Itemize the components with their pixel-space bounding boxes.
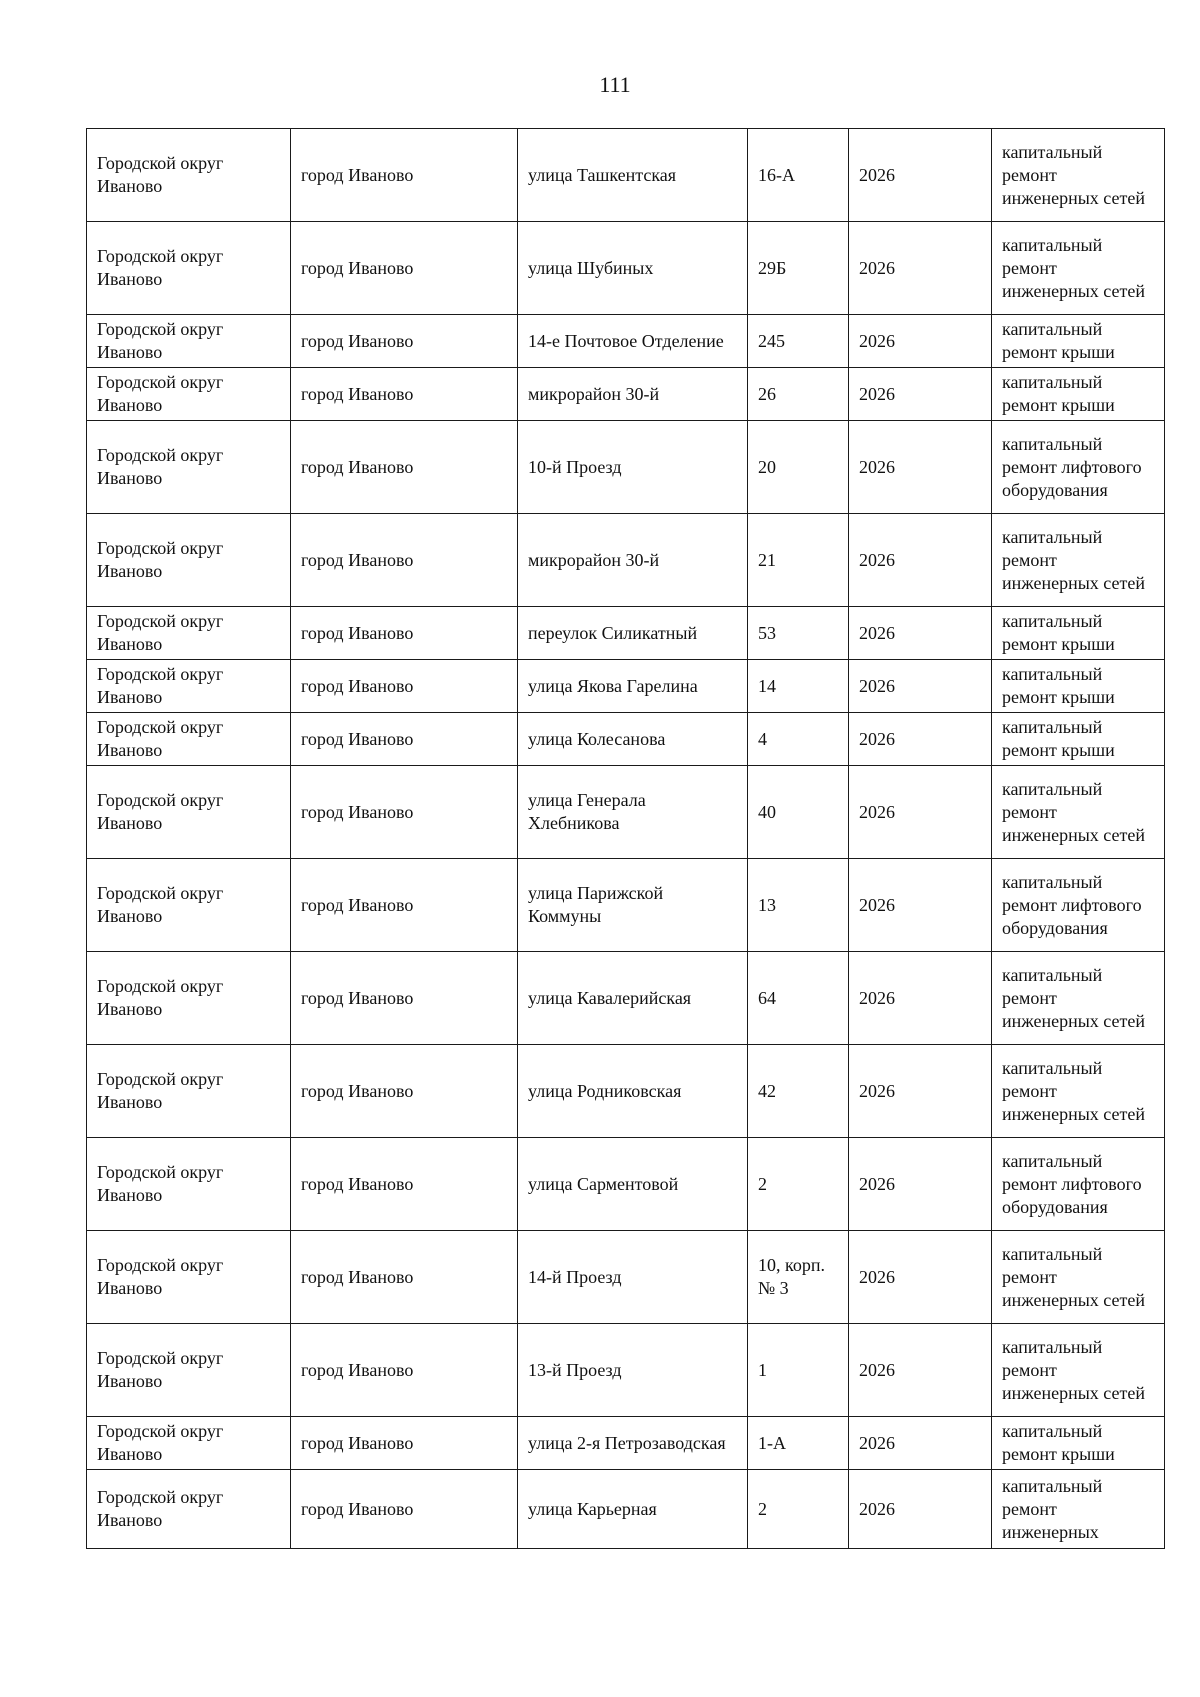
street-cell: улица 2-я Петрозаводская: [518, 1417, 748, 1470]
work-type-cell: капитальный ремонт крыши: [992, 660, 1165, 713]
city-cell: город Иваново: [291, 713, 518, 766]
house-cell: 20: [748, 421, 849, 514]
district-cell: Городской округ Иваново: [87, 713, 291, 766]
table-row: [87, 421, 1165, 514]
street-cell: 14-е Почтовое Отделение: [518, 315, 748, 368]
page-number: 111: [599, 72, 631, 97]
table-body: [87, 129, 1165, 1549]
table-row: [87, 607, 1165, 660]
district-cell: Городской округ Иваново: [87, 421, 291, 514]
city-cell: город Иваново: [291, 1231, 518, 1324]
table-row: [87, 1045, 1165, 1138]
district-cell: Городской округ Иваново: [87, 1324, 291, 1417]
city-cell: город Иваново: [291, 1138, 518, 1231]
year-cell: 2026: [849, 514, 992, 607]
street-cell: 14-й Проезд: [518, 1231, 748, 1324]
table-row: [87, 766, 1165, 859]
table-row: [87, 1324, 1165, 1417]
work-type-cell: капитальный ремонт крыши: [992, 713, 1165, 766]
district-cell: Городской округ Иваново: [87, 952, 291, 1045]
work-type-cell: капитальный ремонт инженерных сетей: [992, 129, 1165, 222]
city-cell: город Иваново: [291, 368, 518, 421]
district-cell: Городской округ Иваново: [87, 1045, 291, 1138]
table-row: [87, 1417, 1165, 1470]
house-cell: 1: [748, 1324, 849, 1417]
city-cell: город Иваново: [291, 129, 518, 222]
district-cell: Городской округ Иваново: [87, 660, 291, 713]
house-cell: 53: [748, 607, 849, 660]
district-cell: Городской округ Иваново: [87, 514, 291, 607]
house-cell: 4: [748, 713, 849, 766]
district-cell: Городской округ Иваново: [87, 1417, 291, 1470]
street-cell: улица Парижской Коммуны: [518, 859, 748, 952]
street-cell: улица Генерала Хлебникова: [518, 766, 748, 859]
city-cell: город Иваново: [291, 660, 518, 713]
street-cell: улица Ташкентская: [518, 129, 748, 222]
district-cell: Городской округ Иваново: [87, 1138, 291, 1231]
district-cell: Городской округ Иваново: [87, 129, 291, 222]
table-row: [87, 514, 1165, 607]
city-cell: город Иваново: [291, 859, 518, 952]
year-cell: 2026: [849, 1045, 992, 1138]
house-cell: 2: [748, 1138, 849, 1231]
year-cell: 2026: [849, 1231, 992, 1324]
table-row: [87, 368, 1165, 421]
year-cell: 2026: [849, 859, 992, 952]
street-cell: улица Родниковская: [518, 1045, 748, 1138]
street-cell: микрорайон 30-й: [518, 368, 748, 421]
repair-schedule-table: [86, 128, 1165, 1549]
street-cell: 10-й Проезд: [518, 421, 748, 514]
street-cell: улица Кавалерийская: [518, 952, 748, 1045]
table-row: [87, 952, 1165, 1045]
year-cell: 2026: [849, 222, 992, 315]
city-cell: город Иваново: [291, 952, 518, 1045]
city-cell: город Иваново: [291, 1470, 518, 1549]
city-cell: город Иваново: [291, 766, 518, 859]
year-cell: 2026: [849, 315, 992, 368]
house-cell: 14: [748, 660, 849, 713]
work-type-cell: капитальный ремонт крыши: [992, 315, 1165, 368]
work-type-cell: капитальный ремонт инженерных сетей: [992, 766, 1165, 859]
year-cell: 2026: [849, 607, 992, 660]
table-row: [87, 1470, 1165, 1549]
table-row: [87, 129, 1165, 222]
work-type-cell: капитальный ремонт лифтового оборудования: [992, 421, 1165, 514]
district-cell: Городской округ Иваново: [87, 368, 291, 421]
table-row: [87, 859, 1165, 952]
house-cell: 26: [748, 368, 849, 421]
year-cell: 2026: [849, 421, 992, 514]
work-type-cell: капитальный ремонт крыши: [992, 368, 1165, 421]
district-cell: Городской округ Иваново: [87, 222, 291, 315]
street-cell: улица Шубиных: [518, 222, 748, 315]
work-type-cell: капитальный ремонт лифтового оборудования: [992, 1138, 1165, 1231]
city-cell: город Иваново: [291, 514, 518, 607]
year-cell: 2026: [849, 952, 992, 1045]
district-cell: Городской округ Иваново: [87, 315, 291, 368]
work-type-cell: капитальный ремонт крыши: [992, 1417, 1165, 1470]
city-cell: город Иваново: [291, 222, 518, 315]
house-cell: 29Б: [748, 222, 849, 315]
city-cell: город Иваново: [291, 421, 518, 514]
year-cell: 2026: [849, 1417, 992, 1470]
table-row: [87, 713, 1165, 766]
street-cell: улица Колесанова: [518, 713, 748, 766]
house-cell: 2: [748, 1470, 849, 1549]
house-cell: 16-А: [748, 129, 849, 222]
table-row: [87, 315, 1165, 368]
table-row: [87, 1138, 1165, 1231]
house-cell: 64: [748, 952, 849, 1045]
year-cell: 2026: [849, 1324, 992, 1417]
year-cell: 2026: [849, 660, 992, 713]
work-type-cell: капитальный ремонт инженерных сетей: [992, 222, 1165, 315]
work-type-cell: капитальный ремонт инженерных сетей: [992, 1324, 1165, 1417]
year-cell: 2026: [849, 368, 992, 421]
work-type-cell: капитальный ремонт инженерных сетей: [992, 952, 1165, 1045]
city-cell: город Иваново: [291, 1417, 518, 1470]
street-cell: переулок Силикатный: [518, 607, 748, 660]
year-cell: 2026: [849, 129, 992, 222]
house-cell: 42: [748, 1045, 849, 1138]
work-type-cell: капитальный ремонт крыши: [992, 607, 1165, 660]
city-cell: город Иваново: [291, 607, 518, 660]
district-cell: Городской округ Иваново: [87, 1470, 291, 1549]
table-row: [87, 1231, 1165, 1324]
year-cell: 2026: [849, 1138, 992, 1231]
work-type-cell: капитальный ремонт инженерных сетей: [992, 1231, 1165, 1324]
district-cell: Городской округ Иваново: [87, 1231, 291, 1324]
work-type-cell: капитальный ремонт инженерных сетей: [992, 514, 1165, 607]
street-cell: 13-й Проезд: [518, 1324, 748, 1417]
city-cell: город Иваново: [291, 1045, 518, 1138]
house-cell: 13: [748, 859, 849, 952]
district-cell: Городской округ Иваново: [87, 859, 291, 952]
work-type-cell: капитальный ремонт инженерных сетей: [992, 1045, 1165, 1138]
table-row: [87, 660, 1165, 713]
house-cell: 10, корп. № 3: [748, 1231, 849, 1324]
city-cell: город Иваново: [291, 315, 518, 368]
house-cell: 245: [748, 315, 849, 368]
table-row: [87, 222, 1165, 315]
city-cell: город Иваново: [291, 1324, 518, 1417]
house-cell: 1-А: [748, 1417, 849, 1470]
district-cell: Городской округ Иваново: [87, 766, 291, 859]
street-cell: улица Якова Гарелина: [518, 660, 748, 713]
house-cell: 21: [748, 514, 849, 607]
street-cell: улица Карьерная: [518, 1470, 748, 1549]
house-cell: 40: [748, 766, 849, 859]
work-type-cell: капитальный ремонт лифтового оборудования: [992, 859, 1165, 952]
district-cell: Городской округ Иваново: [87, 607, 291, 660]
year-cell: 2026: [849, 713, 992, 766]
street-cell: микрорайон 30-й: [518, 514, 748, 607]
year-cell: 2026: [849, 1470, 992, 1549]
street-cell: улица Сарментовой: [518, 1138, 748, 1231]
work-type-cell: капитальный ремонт инженерных: [992, 1470, 1165, 1549]
year-cell: 2026: [849, 766, 992, 859]
